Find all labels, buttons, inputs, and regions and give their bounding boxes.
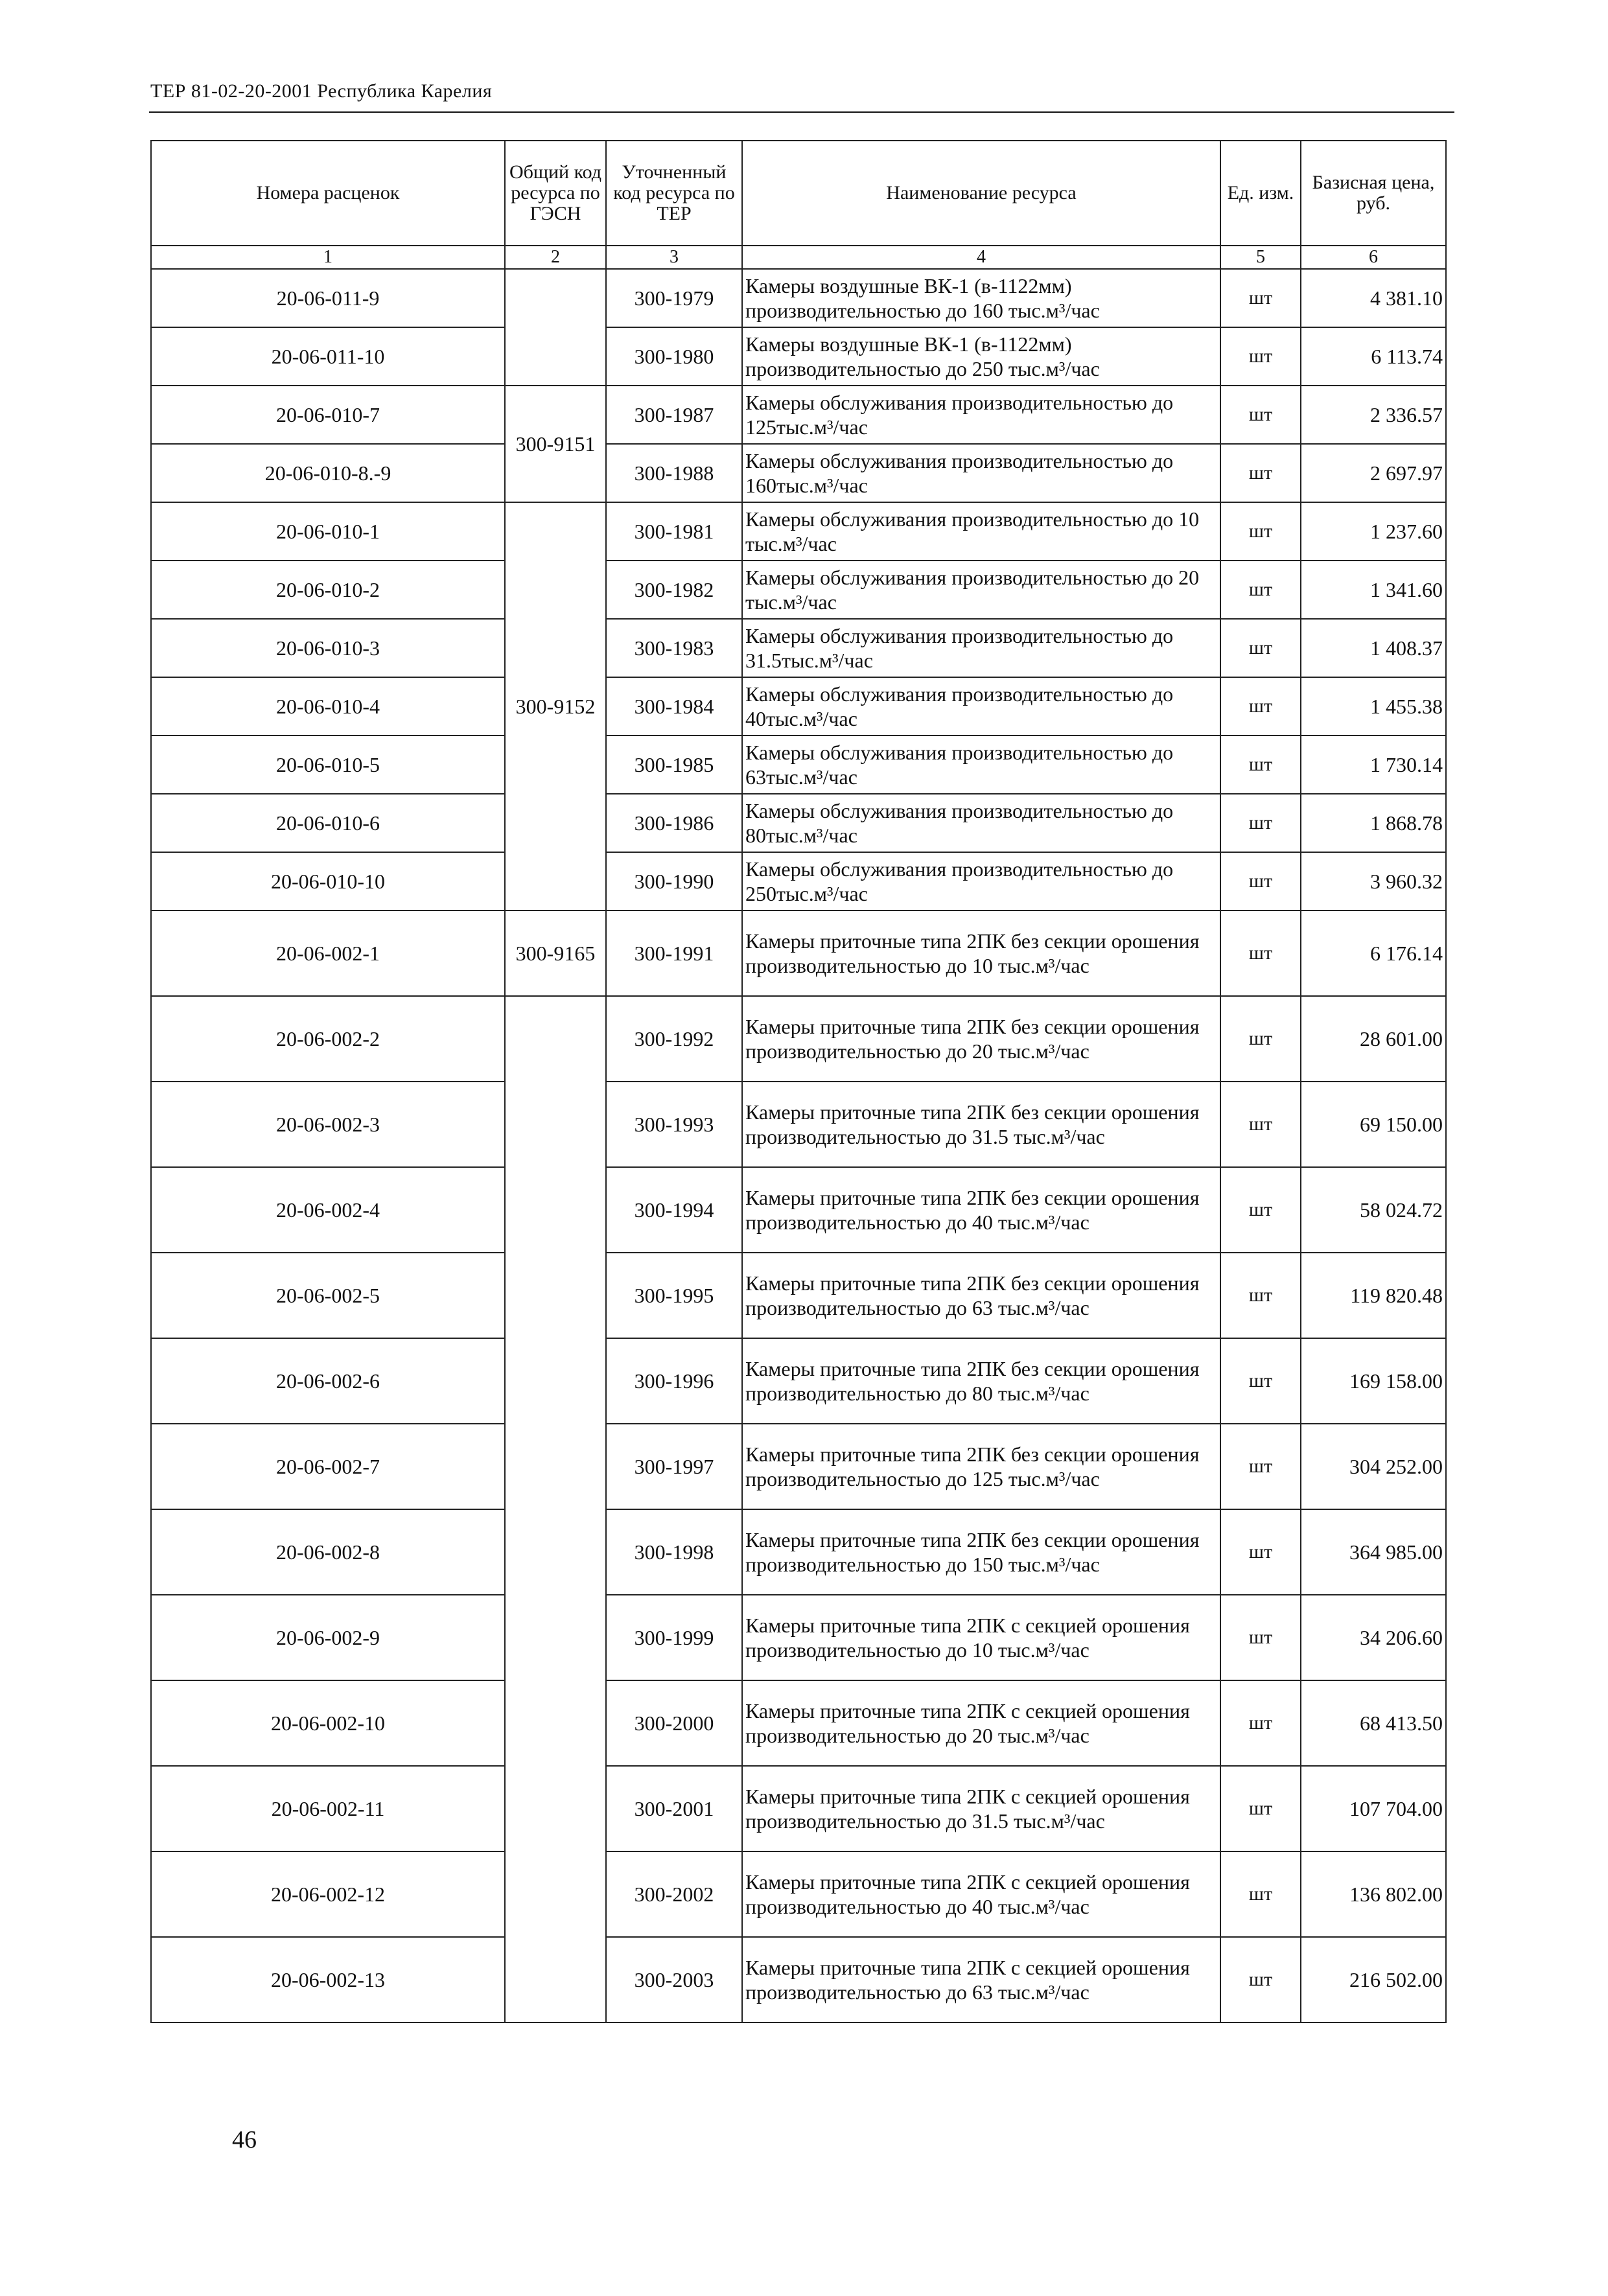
table-row [151,1851,1446,1937]
unit: шт [1220,852,1301,910]
base-price: 216 502.00 [1301,1937,1446,2023]
resource-name: Камеры приточные типа 2ПК без секции орошения производительностью до 63 тыс.м³/час [742,1253,1220,1338]
table-row [151,1424,1446,1509]
unit: шт [1220,1937,1301,2023]
table-row [151,1082,1446,1167]
table-header-row [151,141,1446,246]
resource-name: Камеры воздушные ВК-1 (в-1122мм) производительностью до 250 тыс.м³/час [742,327,1220,386]
document-header: ТЕР 81-02-20-2001 Республика Карелия [150,80,493,102]
unit: шт [1220,1424,1301,1509]
gesn-code: 300-9165 [505,910,606,996]
resource-table [150,140,1447,2023]
resource-name: Камеры приточные типа 2ПК без секции орошения производительностью до 150 тыс.м³/час [742,1509,1220,1595]
unit: шт [1220,1595,1301,1680]
rate-number: 20-06-010-2 [151,561,505,619]
unit: шт [1220,910,1301,996]
ter-code: 300-1982 [606,561,742,619]
unit: шт [1220,502,1301,561]
base-price: 1 455.38 [1301,677,1446,736]
base-price: 58 024.72 [1301,1167,1446,1253]
resource-name: Камеры обслуживания производительностью до 40тыс.м³/час [742,677,1220,736]
ter-code: 300-1994 [606,1167,742,1253]
table-row [151,1167,1446,1253]
base-price: 6 113.74 [1301,327,1446,386]
column-number: 4 [742,246,1220,269]
resource-name: Камеры приточные типа 2ПК с секцией орошения производительностью до 40 тыс.м³/час [742,1851,1220,1937]
ter-code: 300-1988 [606,444,742,502]
ter-code: 300-1990 [606,852,742,910]
table-row [151,386,1446,444]
table-row [151,1766,1446,1851]
resource-name: Камеры обслуживания производительностью до 63тыс.м³/час [742,736,1220,794]
resource-name: Камеры приточные типа 2ПК без секции орошения производительностью до 125 тыс.м³/час [742,1424,1220,1509]
resource-name: Камеры приточные типа 2ПК без секции орошения производительностью до 10 тыс.м³/час [742,910,1220,996]
rate-number: 20-06-010-4 [151,677,505,736]
rate-number: 20-06-002-1 [151,910,505,996]
ter-code: 300-1980 [606,327,742,386]
gesn-code-cell-empty [505,269,606,386]
header-divider [149,111,1454,113]
header-rate-numbers: Номера расценок [151,141,505,246]
table-row [151,327,1446,386]
ter-code: 300-1991 [606,910,742,996]
table-row [151,269,1446,327]
table-row [151,619,1446,677]
table-row [151,444,1446,502]
rate-number: 20-06-002-5 [151,1253,505,1338]
resource-name: Камеры обслуживания производительностью до 31.5тыс.м³/час [742,619,1220,677]
base-price: 1 730.14 [1301,736,1446,794]
ter-code: 300-1987 [606,386,742,444]
rate-number: 20-06-010-7 [151,386,505,444]
unit: шт [1220,444,1301,502]
resource-name: Камеры обслуживания производительностью до 160тыс.м³/час [742,444,1220,502]
column-number-row [151,246,1446,269]
resource-name: Камеры обслуживания производительностью до 125тыс.м³/час [742,386,1220,444]
ter-code: 300-1999 [606,1595,742,1680]
resource-name: Камеры приточные типа 2ПК с секцией орошения производительностью до 10 тыс.м³/час [742,1595,1220,1680]
rate-number: 20-06-002-6 [151,1338,505,1424]
resource-name: Камеры приточные типа 2ПК без секции орошения производительностью до 80 тыс.м³/час [742,1338,1220,1424]
table-row [151,996,1446,1082]
gesn-code: 300-9152 [505,502,606,910]
header-ter-code: Уточненный код ресурса по ТЕР [606,141,742,246]
unit: шт [1220,269,1301,327]
base-price: 34 206.60 [1301,1595,1446,1680]
base-price: 1 868.78 [1301,794,1446,852]
resource-name: Камеры обслуживания производительностью до 250тыс.м³/час [742,852,1220,910]
base-price: 1 237.60 [1301,502,1446,561]
header-resource-name: Наименование ресурса [742,141,1220,246]
base-price: 304 252.00 [1301,1424,1446,1509]
base-price: 136 802.00 [1301,1851,1446,1937]
column-number: 1 [151,246,505,269]
table-row [151,910,1446,996]
unit: шт [1220,561,1301,619]
page-number: 46 [232,2126,257,2153]
unit: шт [1220,1766,1301,1851]
base-price: 169 158.00 [1301,1338,1446,1424]
base-price: 4 381.10 [1301,269,1446,327]
base-price: 1 408.37 [1301,619,1446,677]
ter-code: 300-1996 [606,1338,742,1424]
ter-code: 300-1997 [606,1424,742,1509]
unit: шт [1220,1167,1301,1253]
ter-code: 300-1986 [606,794,742,852]
base-price: 2 697.97 [1301,444,1446,502]
ter-code: 300-1993 [606,1082,742,1167]
rate-number: 20-06-010-3 [151,619,505,677]
table-row [151,794,1446,852]
resource-name: Камеры приточные типа 2ПК с секцией орошения производительностью до 63 тыс.м³/час [742,1937,1220,2023]
unit: шт [1220,1253,1301,1338]
table-row [151,1937,1446,2023]
rate-number: 20-06-002-11 [151,1766,505,1851]
rate-number: 20-06-002-2 [151,996,505,1082]
unit: шт [1220,386,1301,444]
column-number: 3 [606,246,742,269]
table-row [151,852,1446,910]
resource-name: Камеры обслуживания производительностью до 20 тыс.м³/час [742,561,1220,619]
table-row [151,1509,1446,1595]
rate-number: 20-06-002-3 [151,1082,505,1167]
header-base-price: Базисная цена, руб. [1301,141,1446,246]
rate-number: 20-06-011-9 [151,269,505,327]
rate-number: 20-06-010-10 [151,852,505,910]
table-row [151,1595,1446,1680]
unit: шт [1220,677,1301,736]
unit: шт [1220,996,1301,1082]
column-number: 2 [505,246,606,269]
base-price: 1 341.60 [1301,561,1446,619]
table-row [151,561,1446,619]
rate-number: 20-06-002-13 [151,1937,505,2023]
header-unit: Ед. изм. [1220,141,1301,246]
unit: шт [1220,1338,1301,1424]
ter-code: 300-1992 [606,996,742,1082]
rate-number: 20-06-002-8 [151,1509,505,1595]
unit: шт [1220,736,1301,794]
resource-name: Камеры приточные типа 2ПК с секцией орошения производительностью до 20 тыс.м³/час [742,1680,1220,1766]
base-price: 69 150.00 [1301,1082,1446,1167]
table-row [151,1253,1446,1338]
column-number: 5 [1220,246,1301,269]
rate-number: 20-06-002-12 [151,1851,505,1937]
unit: шт [1220,619,1301,677]
gesn-code: 300-9151 [505,386,606,502]
ter-code: 300-1979 [606,269,742,327]
unit: шт [1220,794,1301,852]
rate-number: 20-06-011-10 [151,327,505,386]
unit: шт [1220,1082,1301,1167]
unit: шт [1220,1509,1301,1595]
base-price: 6 176.14 [1301,910,1446,996]
resource-name: Камеры приточные типа 2ПК без секции орошения производительностью до 31.5 тыс.м³/час [742,1082,1220,1167]
base-price: 2 336.57 [1301,386,1446,444]
base-price: 28 601.00 [1301,996,1446,1082]
table-row [151,736,1446,794]
table-row [151,502,1446,561]
ter-code: 300-1998 [606,1509,742,1595]
ter-code: 300-2000 [606,1680,742,1766]
ter-code: 300-1985 [606,736,742,794]
column-number: 6 [1301,246,1446,269]
resource-name: Камеры приточные типа 2ПК с секцией орошения производительностью до 31.5 тыс.м³/час [742,1766,1220,1851]
ter-code: 300-2003 [606,1937,742,2023]
table-row [151,1338,1446,1424]
rate-number: 20-06-010-1 [151,502,505,561]
resource-name: Камеры обслуживания производительностью до 10 тыс.м³/час [742,502,1220,561]
table-row [151,1680,1446,1766]
base-price: 107 704.00 [1301,1766,1446,1851]
rate-number: 20-06-002-7 [151,1424,505,1509]
rate-number: 20-06-002-9 [151,1595,505,1680]
unit: шт [1220,1851,1301,1937]
ter-code: 300-1983 [606,619,742,677]
table-row [151,677,1446,736]
header-gesn-code: Общий код ресурса по ГЭСН [505,141,606,246]
ter-code: 300-1981 [606,502,742,561]
rate-number: 20-06-010-5 [151,736,505,794]
ter-code: 300-2001 [606,1766,742,1851]
ter-code: 300-2002 [606,1851,742,1937]
rate-number: 20-06-002-10 [151,1680,505,1766]
base-price: 364 985.00 [1301,1509,1446,1595]
base-price: 3 960.32 [1301,852,1446,910]
rate-number: 20-06-010-8.-9 [151,444,505,502]
unit: шт [1220,327,1301,386]
base-price: 68 413.50 [1301,1680,1446,1766]
resource-name: Камеры обслуживания производительностью до 80тыс.м³/час [742,794,1220,852]
resource-name: Камеры воздушные ВК-1 (в-1122мм) производительностью до 160 тыс.м³/час [742,269,1220,327]
resource-name: Камеры приточные типа 2ПК без секции орошения производительностью до 40 тыс.м³/час [742,1167,1220,1253]
resource-name: Камеры приточные типа 2ПК без секции орошения производительностью до 20 тыс.м³/час [742,996,1220,1082]
rate-number: 20-06-002-4 [151,1167,505,1253]
ter-code: 300-1995 [606,1253,742,1338]
ter-code: 300-1984 [606,677,742,736]
base-price: 119 820.48 [1301,1253,1446,1338]
unit: шт [1220,1680,1301,1766]
gesn-code-cell-empty [505,996,606,2023]
rate-number: 20-06-010-6 [151,794,505,852]
